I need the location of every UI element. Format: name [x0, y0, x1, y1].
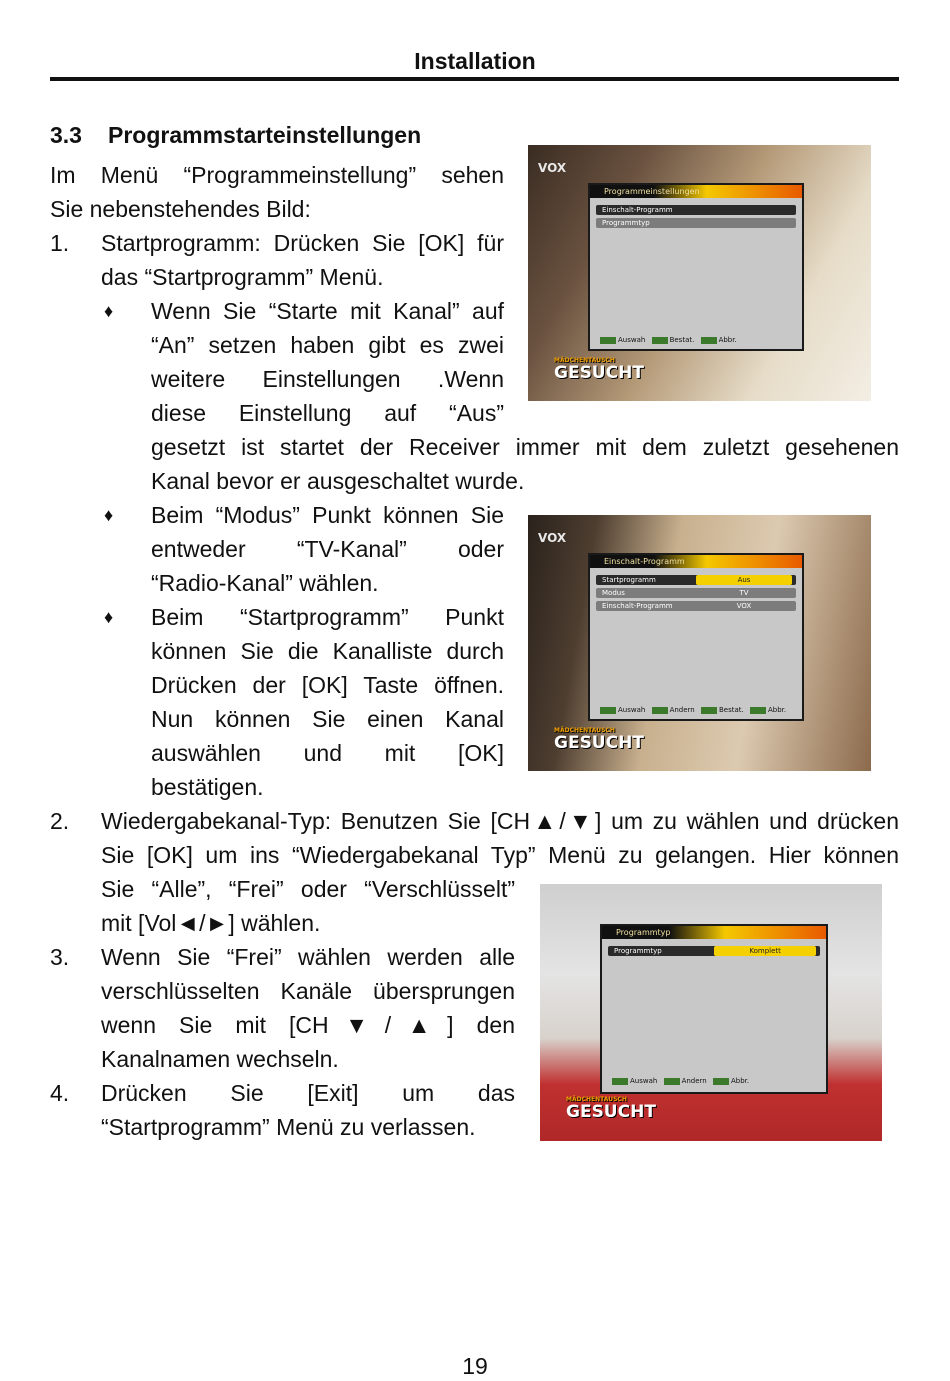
menu-row-value: VOX	[736, 602, 752, 610]
menu-panel	[588, 553, 804, 721]
text-line: Drücken Sie [Exit] um das	[101, 1080, 515, 1106]
key-icon	[750, 707, 766, 714]
menu-row	[596, 588, 796, 598]
section-title: Programmstarteinstellungen	[108, 122, 422, 148]
show-logo-small: MÄDCHENTAUSCH	[554, 357, 615, 364]
text-line: Wenn Sie “Starte mit Kanal” auf	[151, 298, 504, 324]
text-line: Drücken der [OK] Taste öffnen.	[151, 672, 504, 698]
text-line: Beim “Modus” Punkt können Sie	[151, 502, 504, 528]
text-line: entweder “TV-Kanal” oder	[151, 536, 504, 562]
show-logo	[554, 357, 644, 382]
channel-logo: VOX	[538, 531, 567, 545]
text-line: Nun können Sie einen Kanal	[151, 706, 504, 732]
list-number: 3.	[50, 944, 70, 970]
menu-footer	[596, 705, 796, 715]
text-line: bestätigen.	[151, 774, 264, 800]
footer-label: Andern	[669, 706, 695, 714]
text-line: wenn Sie mit [CH▼/▲] den	[101, 1012, 515, 1038]
key-icon	[652, 337, 668, 344]
bullet-icon: ♦	[104, 301, 114, 321]
footer-label: Abbr.	[718, 336, 737, 344]
footer-label: Bestat.	[669, 336, 695, 344]
show-logo	[554, 727, 644, 752]
text-line: diese Einstellung auf “Aus”	[151, 400, 504, 426]
key-icon	[652, 707, 668, 714]
footer-label: Auswah	[618, 336, 646, 344]
page-header: Installation	[414, 48, 536, 74]
menu-screenshot-3	[540, 884, 882, 1141]
menu-row	[596, 601, 796, 611]
text-line: “Startprogramm” Menü zu verlassen.	[101, 1114, 476, 1140]
menu-row	[596, 218, 796, 228]
footer-label: Abbr.	[767, 706, 787, 714]
text-line: Wiedergabekanal-Typ: Benutzen Sie [CH▲/▼] um zu wählen und drücken	[101, 808, 899, 834]
show-logo-small: MÄDCHENTAUSCH	[566, 1096, 627, 1103]
menu-title: Programmeinstellungen	[590, 185, 802, 198]
menu-footer	[608, 1076, 820, 1086]
text-line: Startprogramm: Drücken Sie [OK] für	[101, 230, 504, 256]
menu-panel	[588, 183, 804, 351]
menu-row-label: Einschalt-Programm	[602, 206, 673, 214]
footer-label: Bestat.	[718, 706, 744, 714]
page-number: 19	[462, 1353, 488, 1379]
text-line: Kanal bevor er ausgeschaltet wurde.	[151, 468, 525, 494]
text-line: auswählen und mit [OK]	[151, 740, 504, 766]
text-line: weitere Einstellungen .Wenn	[151, 366, 504, 392]
key-icon	[600, 337, 616, 344]
key-icon	[664, 1078, 680, 1085]
menu-screenshot-1	[528, 145, 871, 401]
menu-title: Einschalt-Programm	[590, 555, 802, 568]
text-line: Wenn Sie “Frei” wählen werden alle	[101, 944, 515, 970]
show-logo-text: GESUCHT	[554, 363, 644, 383]
menu-row	[608, 946, 820, 956]
menu-row	[596, 575, 796, 585]
list-number: 1.	[50, 230, 70, 256]
key-icon	[701, 707, 717, 714]
menu-row-label: Programmtyp	[602, 219, 650, 227]
list-number: 2.	[50, 808, 70, 834]
footer-label: Auswah	[630, 1077, 658, 1085]
text-line: Sie nebenstehendes Bild:	[50, 196, 311, 222]
show-logo	[566, 1096, 656, 1121]
menu-row-label: Einschalt-Programm	[602, 602, 673, 610]
header-rule	[50, 77, 899, 81]
footer-label: Andern	[681, 1077, 707, 1085]
menu-panel	[600, 924, 828, 1094]
text-line: Beim “Startprogramm” Punkt	[151, 604, 504, 630]
bullet-icon: ♦	[104, 505, 114, 525]
list-number: 4.	[50, 1080, 70, 1106]
text-line: Im Menü “Programmeinstellung” sehen	[50, 162, 504, 188]
text-line: Kanalnamen wechseln.	[101, 1046, 339, 1072]
key-icon	[612, 1078, 628, 1085]
menu-row-label: Startprogramm	[602, 576, 656, 584]
menu-title: Programmtyp	[602, 926, 826, 939]
menu-row-value: Komplett	[714, 946, 816, 956]
text-line: Sie “Alle”, “Frei” oder “Verschlüsselt”	[101, 876, 515, 902]
show-logo-text: GESUCHT	[554, 733, 644, 753]
key-icon	[713, 1078, 729, 1085]
text-line: verschlüsselten Kanäle übersprungen	[101, 978, 515, 1004]
section-number: 3.3	[50, 122, 82, 148]
menu-row-label: Programmtyp	[614, 947, 662, 955]
menu-row	[596, 205, 796, 215]
text-line: das “Startprogramm” Menü.	[101, 264, 384, 290]
menu-footer	[596, 335, 796, 345]
text-line: “An” setzen haben gibt es zwei	[151, 332, 504, 358]
footer-label: Auswah	[618, 706, 646, 714]
text-line: können Sie die Kanalliste durch	[151, 638, 504, 664]
bullet-icon: ♦	[104, 607, 114, 627]
menu-row-value: Aus	[696, 575, 792, 585]
key-icon	[600, 707, 616, 714]
menu-screenshot-2	[528, 515, 871, 771]
channel-logo: VOX	[538, 161, 567, 175]
key-icon	[701, 337, 717, 344]
text-line: gesetzt ist startet der Receiver immer mit dem zuletzt gesehenen	[151, 434, 899, 460]
text-line: “Radio-Kanal” wählen.	[151, 570, 379, 596]
text-line: mit [Vol◄/►] wählen.	[101, 910, 321, 936]
menu-row-value: TV	[739, 589, 749, 597]
show-logo-text: GESUCHT	[566, 1102, 656, 1122]
show-logo-small: MÄDCHENTAUSCH	[554, 727, 615, 734]
text-line: Sie [OK] um ins “Wiedergabekanal Typ” Menü zu gelangen. Hier können	[101, 842, 899, 868]
menu-row-label: Modus	[602, 589, 625, 597]
footer-label: Abbr.	[730, 1077, 750, 1085]
